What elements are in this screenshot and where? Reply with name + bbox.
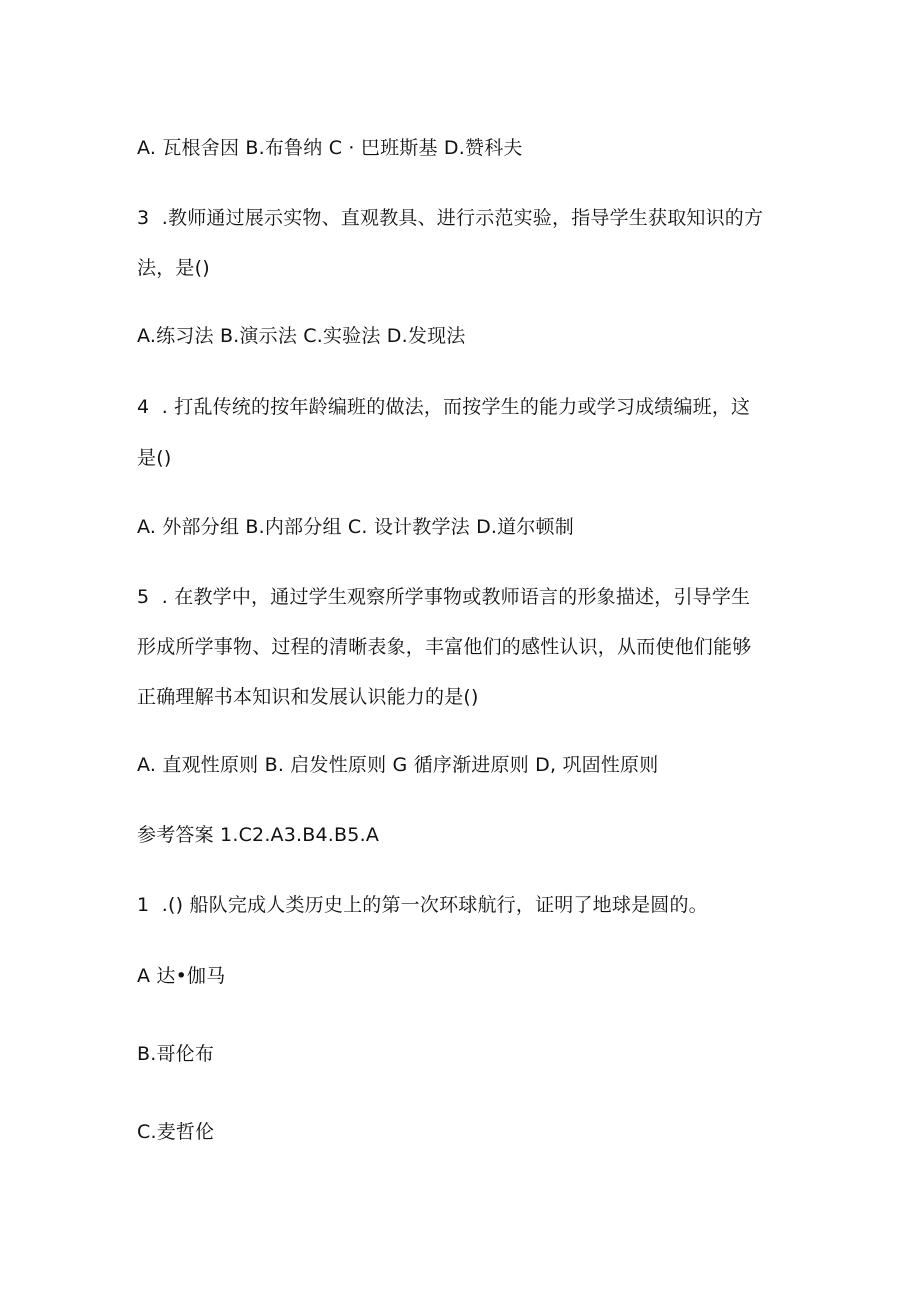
question-1-line-1: 1 .() 船队完成人类历史上的第一次环球航行，证明了地球是圆的。 xyxy=(137,894,708,916)
question-3-line-1: 3 .教师通过展示实物、直观教具、进行示范实验，指导学生获取知识的方 xyxy=(137,207,764,229)
answer-options-q3: A.练习法 B.演示法 C.实验法 D.发现法 xyxy=(137,325,466,347)
answer-options-q4: A. 外部分组 B.内部分组 C. 设计教学法 D.道尔顿制 xyxy=(137,516,574,538)
question-5-line-1: 5 . 在教学中，通过学生观察所学事物或教师语言的形象描述，引导学生 xyxy=(137,586,751,608)
option-c: C.麦哲伦 xyxy=(137,1121,215,1143)
question-5-line-3: 正确理解书本知识和发展认识能力的是() xyxy=(137,686,479,708)
answer-options-q2: A. 瓦根舍因 B.布鲁纳 C · 巴班斯基 D.赞科夫 xyxy=(137,137,523,159)
option-b: B.哥伦布 xyxy=(137,1043,215,1065)
question-3-line-2: 法，是() xyxy=(137,257,210,279)
answer-options-q5: A. 直观性原则 B. 启发性原则 G 循序渐进原则 D, 巩固性原则 xyxy=(137,754,659,776)
question-5-line-2: 形成所学事物、过程的清晰表象，丰富他们的感性认识，从而使他们能够 xyxy=(137,636,752,658)
answer-key: 参考答案 1.C2.A3.B4.B5.A xyxy=(137,824,380,846)
question-4-line-1: 4 . 打乱传统的按年龄编班的做法，而按学生的能力或学习成绩编班，这 xyxy=(137,396,751,418)
option-a: A 达•伽马 xyxy=(137,965,226,987)
question-4-line-2: 是() xyxy=(137,447,172,469)
